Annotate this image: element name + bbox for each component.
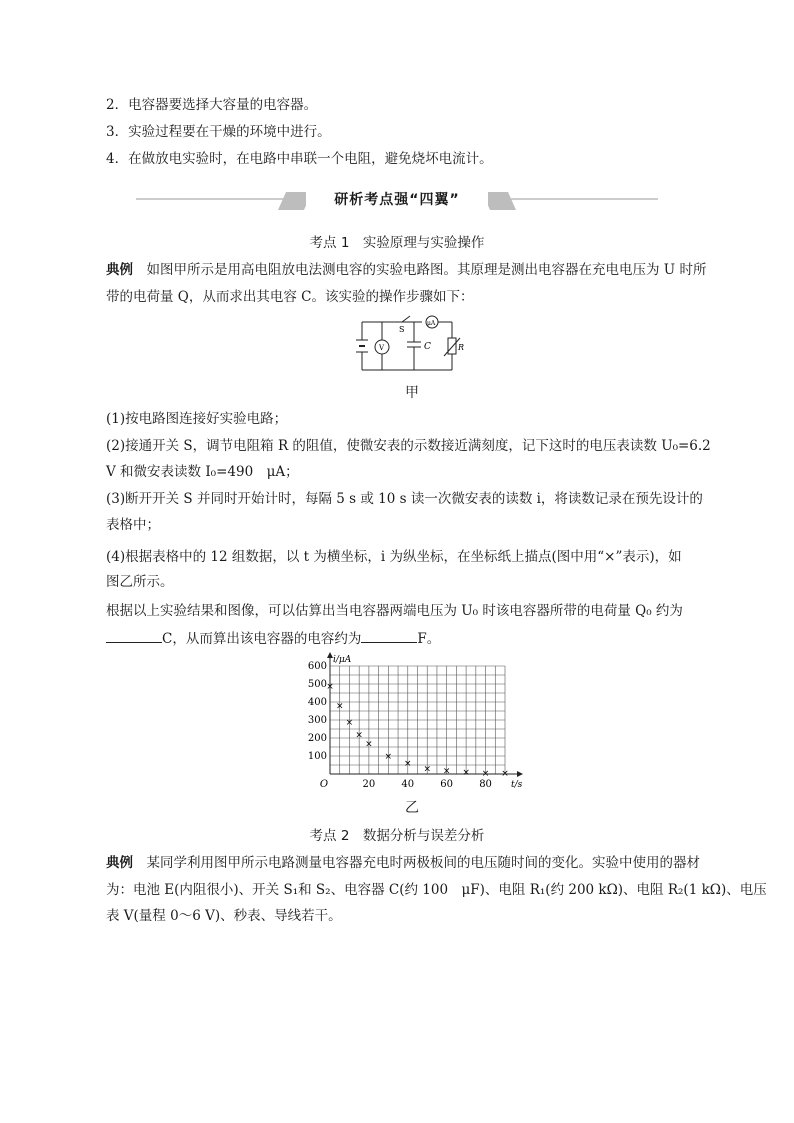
section2-line1 (106, 853, 734, 873)
x-axis-arrow (517, 771, 523, 777)
data-point-marker: × (355, 730, 363, 741)
switch-label: S (399, 325, 405, 334)
resistor-label: R (458, 343, 465, 352)
section2-text-1: 某同学利用图甲所示电路测量电容器充电时两极板间的电压随时间的变化。实验中使用的器材 (133, 855, 700, 871)
figure2-caption: 乙 (405, 800, 419, 816)
section2-heading: 考点 2 数据分析与误差分析 (309, 828, 485, 844)
intro-text-1: 如图甲所示是用高电阻放电法测电容的实验电路图。其原理是测出电容器在充电电压为 U 时所 (133, 262, 707, 278)
y-tick-label: 200 (307, 733, 327, 744)
section2-line3: 表 V(量程 0～6 V)、秒表、导线若干。 (106, 908, 342, 924)
y-axis-label: i/μA (333, 655, 352, 665)
step-2-line1: (2)接通开关 S，调节电阻箱 R 的阻值，使微安表的示数接近满刻度，记下这时的电压表读数 U₀=6.2 (106, 438, 711, 454)
section1-heading: 考点 1 实验原理与实验操作 (309, 235, 485, 251)
data-point-marker: × (326, 681, 334, 692)
section1-intro-line2: 带的电荷量 Q，从而求出其电容 C。该实验的操作步骤如下： (106, 289, 474, 305)
note-item-2: 2．电容器要选择大容量的电容器。 (106, 97, 318, 113)
example-label: 典例 (106, 262, 133, 278)
step-4-line2: 图乙所示。 (106, 574, 174, 590)
section1-intro-line1 (106, 260, 734, 280)
step-3-line1: (3)断开开关 S 并同时开始计时，每隔 5 s 或 10 s 读一次微安表的读数 i，将读数记录在预先设计的 (106, 491, 703, 507)
x-tick-label: 60 (440, 779, 454, 790)
answer-blank-charge[interactable] (106, 628, 162, 643)
data-point-marker: × (442, 766, 451, 777)
note-item-3: 3．实验过程要在干燥的环境中进行。 (106, 124, 331, 140)
ammeter-label: μA (427, 320, 436, 327)
note-item-4: 4．在做放电实验时，在电路中串联一个电阻，避免烧坏电流计。 (106, 151, 493, 167)
answer-blank-capacitance[interactable] (361, 628, 417, 643)
step-4-line1: (4)根据表格中的 12 组数据，以 t 为横坐标，i 为纵坐标，在坐标纸上描点(图中用“×”表示)，如 (106, 549, 682, 565)
question-part-b: F。 (417, 631, 441, 647)
y-tick-label: 500 (307, 679, 327, 690)
discharge-chart (300, 652, 530, 797)
capacitor-label: C (424, 342, 431, 352)
question-part-a: C，从而算出该电容器的电容约为 (162, 631, 362, 647)
step-2-line2: V 和微安表读数 I₀=490 μA； (106, 464, 299, 480)
y-tick-label: 300 (307, 715, 327, 726)
circuit-diagram (352, 314, 472, 374)
x-tick-label: 80 (479, 779, 492, 790)
banner-title: 研析考点强“四翼” (334, 192, 460, 208)
x-tick-label: 40 (401, 779, 415, 790)
x-tick-label: 20 (362, 779, 376, 790)
voltmeter-label: V (379, 344, 385, 352)
figure1-caption: 甲 (405, 385, 419, 401)
question-line2 (106, 628, 734, 649)
section-banner (136, 186, 658, 214)
data-point-marker: × (423, 764, 431, 775)
y-tick-label: 600 (307, 661, 327, 672)
x-axis-label: t/s (511, 780, 523, 790)
example-label-2: 典例 (106, 855, 133, 871)
y-tick-label: 100 (307, 751, 327, 762)
question-line1: 根据以上实验结果和图像，可以估算出当电容器两端电压为 U₀ 时该电容器所带的电荷量 Q₀ 约为 (106, 603, 683, 619)
origin-label: O (319, 779, 329, 790)
data-point-marker: × (481, 769, 490, 780)
data-point-marker: × (335, 701, 344, 712)
data-point-marker: × (462, 768, 470, 779)
data-point-marker: × (365, 739, 373, 750)
data-point-marker: × (345, 717, 354, 728)
section2-line2: 为：电池 E(内阻很小)、开关 S₁和 S₂、电容器 C(约 100 μF)、电阻 R₁(约 200 kΩ)、电阻 R₂(1 kΩ)、电压 (106, 882, 767, 898)
y-tick-label: 400 (307, 697, 327, 708)
step-3-line2: 表格中； (106, 517, 160, 533)
data-point-marker: × (404, 759, 412, 770)
step-1: (1)按电路图连接好实验电路； (106, 411, 288, 427)
data-point-marker: × (384, 752, 393, 762)
data-point-marker: × (501, 769, 509, 780)
